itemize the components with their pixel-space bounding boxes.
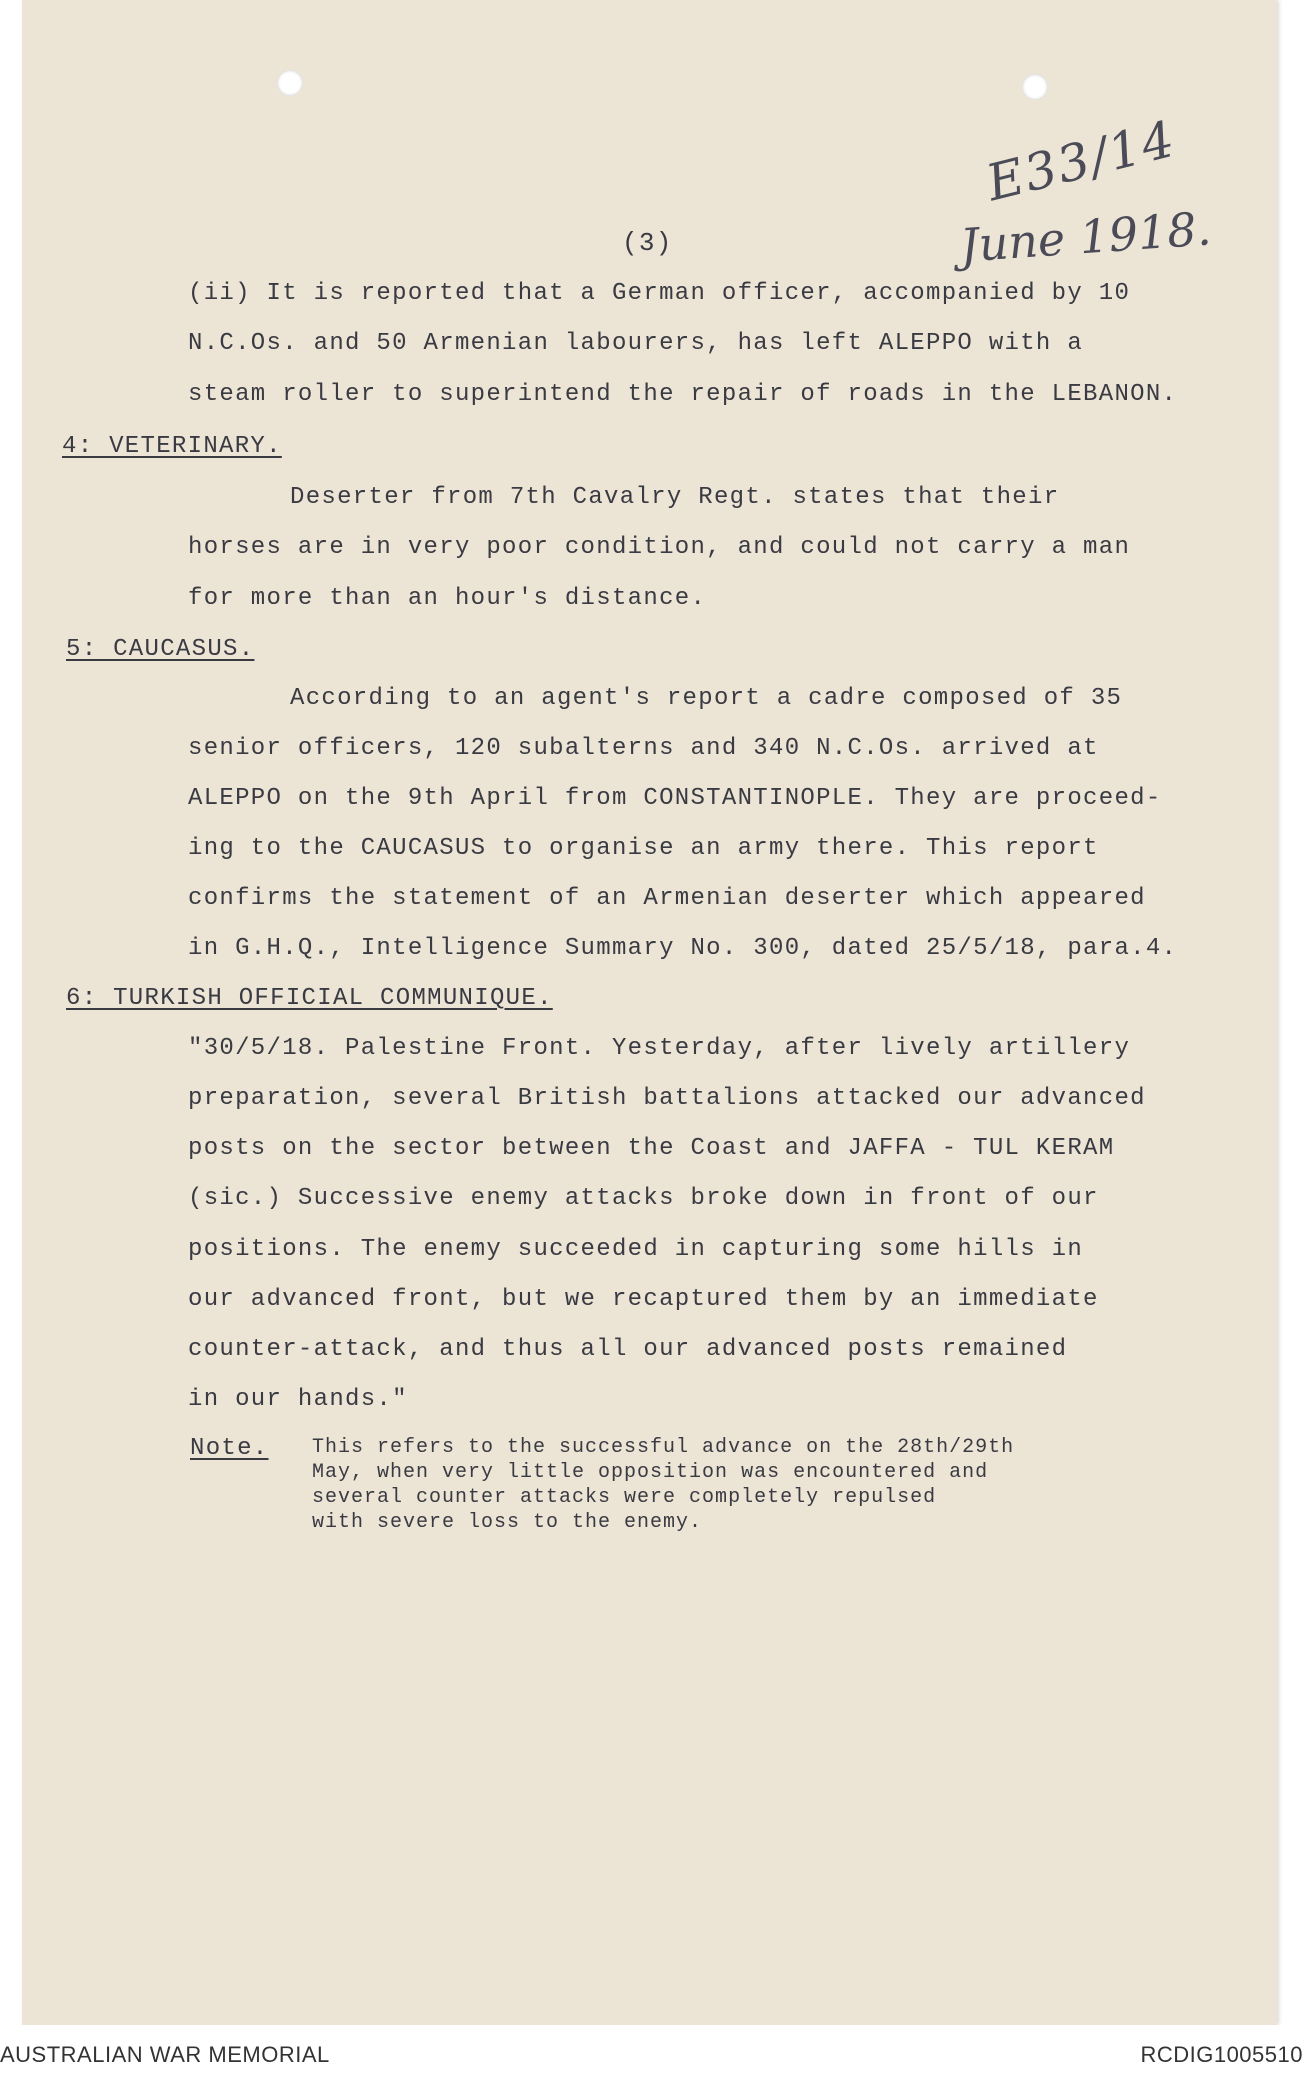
communique-line-8: in our hands." — [188, 1386, 408, 1413]
caucasus-line-1: According to an agent's report a cadre composed of 35 — [290, 685, 1123, 712]
caucasus-line-2: senior officers, 120 subalterns and 340 N.C.Os. arrived at — [188, 735, 1099, 762]
note-line-3: several counter attacks were completely repulsed — [312, 1486, 937, 1509]
heading-turkish-communique: 6: TURKISH OFFICIAL COMMUNIQUE. — [66, 985, 553, 1012]
communique-line-2: preparation, several British battalions attacked our advanced — [188, 1085, 1146, 1112]
caucasus-line-5: confirms the statement of an Armenian deserter which appeared — [188, 885, 1146, 912]
caucasus-line-3: ALEPPO on the 9th April from CONSTANTINOPLE. They are proceed- — [188, 785, 1162, 812]
handwritten-reference: E33/14 — [980, 109, 1182, 213]
para-ii-line-2: N.C.Os. and 50 Armenian labourers, has left ALEPPO with a — [188, 330, 1084, 357]
veterinary-line-1: Deserter from 7th Cavalry Regt. states that their — [290, 484, 1060, 511]
heading-veterinary: 4: VETERINARY. — [62, 433, 282, 460]
communique-line-5: positions. The enemy succeeded in capturing some hills in — [188, 1236, 1084, 1263]
heading-caucasus: 5: CAUCASUS. — [66, 636, 255, 663]
para-ii-line-3: steam roller to superintend the repair of roads in the LEBANON. — [188, 381, 1178, 408]
caucasus-line-4: ing to the CAUCASUS to organise an army there. This report — [188, 835, 1099, 862]
punch-hole-right — [1022, 74, 1048, 100]
communique-line-7: counter-attack, and thus all our advanced posts remained — [188, 1336, 1068, 1363]
footer-record-id: RCDIG1005510 — [1140, 2042, 1303, 2067]
page-number: (3) — [622, 228, 673, 258]
communique-line-4: (sic.) Successive enemy attacks broke down in front of our — [188, 1185, 1099, 1212]
punch-hole-left — [277, 70, 303, 96]
para-ii-line-1: (ii) It is reported that a German officer, accompanied by 10 — [188, 280, 1131, 307]
communique-line-6: our advanced front, but we recaptured them by an immediate — [188, 1286, 1099, 1313]
note-line-2: May, when very little opposition was encountered and — [312, 1461, 989, 1484]
veterinary-line-3: for more than an hour's distance. — [188, 585, 707, 612]
note-line-4: with severe loss to the enemy. — [312, 1511, 703, 1534]
footer-institution: AUSTRALIAN WAR MEMORIAL — [0, 2042, 330, 2067]
caucasus-line-6: in G.H.Q., Intelligence Summary No. 300, dated 25/5/18, para.4. — [188, 935, 1178, 962]
note-line-1: This refers to the successful advance on the 28th/29th — [312, 1436, 1015, 1459]
communique-line-1: "30/5/18. Palestine Front. Yesterday, after lively artillery — [188, 1035, 1131, 1062]
communique-line-3: posts on the sector between the Coast and JAFFA - TUL KERAM — [188, 1135, 1115, 1162]
handwritten-date: June 1918. — [958, 201, 1213, 273]
note-label: Note. — [190, 1435, 269, 1462]
veterinary-line-2: horses are in very poor condition, and could not carry a man — [188, 534, 1131, 561]
